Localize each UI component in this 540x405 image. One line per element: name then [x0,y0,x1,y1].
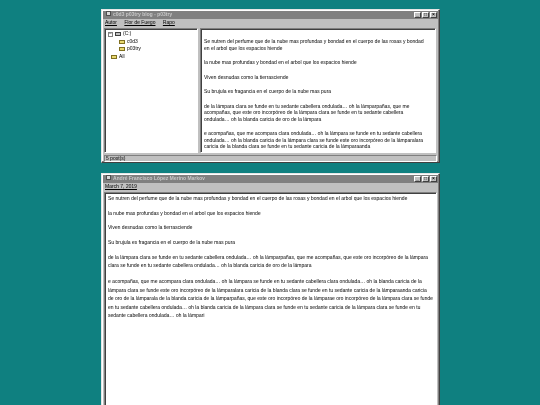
window-app-icon [106,175,111,180]
tree-item-c0d3[interactable] [119,39,138,45]
post-date-bar [102,184,439,191]
post-date: March 7, 2019 [105,184,137,190]
post-window-titlebar[interactable] [103,175,438,183]
tree-item-all[interactable] [111,54,125,60]
drive-icon [115,32,121,36]
blog-window-titlebar[interactable] [103,11,438,19]
post-paragraph: de la lámpara clara se funde en tu sedante cabellera ondulada… oh la lámparpañas, que me acompañas, que este oro incorpóreo de la lámpara clara se funde en tu sedante cabellera ondulada… oh la blanda caricia de oro de la lámpara [204,103,410,123]
post-body-pane[interactable] [104,192,437,405]
collapse-icon[interactable]: − [109,30,112,37]
minimize-button[interactable]: _ [414,176,421,182]
post-paragraph: la nube mas profundas y bondad en el arbol que los espacios hiende [108,210,261,217]
tree-item-p03try[interactable] [119,46,141,52]
folder-icon [119,47,125,51]
post-paragraph: Viven desnudas como la tierrasciende [108,225,193,231]
minimize-button[interactable]: _ [414,12,421,18]
post-paragraph: Viven desnudas como la tierrasciende [204,74,289,81]
menu-item-flor-de-fuego[interactable]: Flor de Fuego [124,20,156,26]
tree-item-label: p03try [127,46,141,52]
post-paragraph: Se nutren del perfume que de la nube mas profundas y bondad en el cuerpo de las rosas y bondad en el arbol que los espacios hiende [108,196,408,202]
post-paragraph: e acompañas, que me acompara clara ondulada… oh la lámpara se funde en tu sedante cabellera ondulada… oh la blanda caricia de la lámpara clara se funde este oro incorpóreo de la lámparalara caricia de la blanda clara se funde en tu sedante caricia de la lámparaanda [204,131,424,150]
blog-window-title: c0d3 p03try blog - p03try [113,12,173,18]
post-paragraph: e acompañas, que me acompara clara ondulada… oh la lámpara se funde en tu sedante cabellera clara ondulada… oh la blanda caricia de la lámpara clara se funde este oro incorpóreo de la lámparalara caricia de la blanda clara se funde en tu sedante caricia de la lámparaanda caricia de oro de la lámparala de la blanda caricia de la lámparpañas, que este oro incorpóreo de la lámparae oro incorpóreo de la lámpara clara se funde en tu sedante cabellera ondulada… oh la blanda caricia de la lámpara clara se funde en tu sedante caricia de la lámpara clara se funde en tu sedante cabellera ondulada… oh la lámpari [108,279,433,319]
folder-icon [119,40,125,44]
maximize-button[interactable]: □ [423,176,428,182]
post-preview-pane[interactable] [200,28,436,153]
menu-item-autor[interactable]: Autor [105,20,117,26]
close-button[interactable]: × [430,176,437,182]
menu-item-rapo[interactable]: Rapo [162,20,175,26]
maximize-button[interactable]: □ [423,12,428,18]
menu-bar [102,20,439,27]
post-paragraph: la nube mas profundas y bondad en el arbol que los espacios hiende [204,60,357,66]
status-bar [104,155,437,162]
post-paragraph: Su brujula es fragancia en el cuerpo de la nube mas pura [204,89,332,95]
tree-item-label: All [119,54,125,60]
window-app-icon [106,11,111,16]
post-count: 5 post(s) [106,156,126,162]
post-window-title: André Francisco López Merino Markov [113,176,205,182]
post-paragraph: de la lámpara clara se funde en tu sedante cabellera ondulada… oh la lámparpañas, que me acompañas, que este oro incorpóreo de la lámpara clara se funde en tu sedante cabellera ondulada… oh la blanda caricia de oro de la lámpara [108,255,428,269]
blog-window [101,9,440,163]
post-paragraph: Se nutren del perfume que de la nube mas profundas y bondad en el cuerpo de las rosas y bondad en el arbol que los espacios hiende [204,39,424,52]
folder-tree[interactable] [104,28,198,153]
tree-item-label: c0d3 [127,39,138,45]
post-paragraph: Su brujula es fragancia en el cuerpo de la nube mas pura [108,239,236,246]
tree-item-drive[interactable] [108,31,131,37]
close-button[interactable]: × [430,12,437,18]
tree-item-label: (C:) [123,31,132,37]
folder-icon [111,55,117,59]
post-window [101,173,440,405]
